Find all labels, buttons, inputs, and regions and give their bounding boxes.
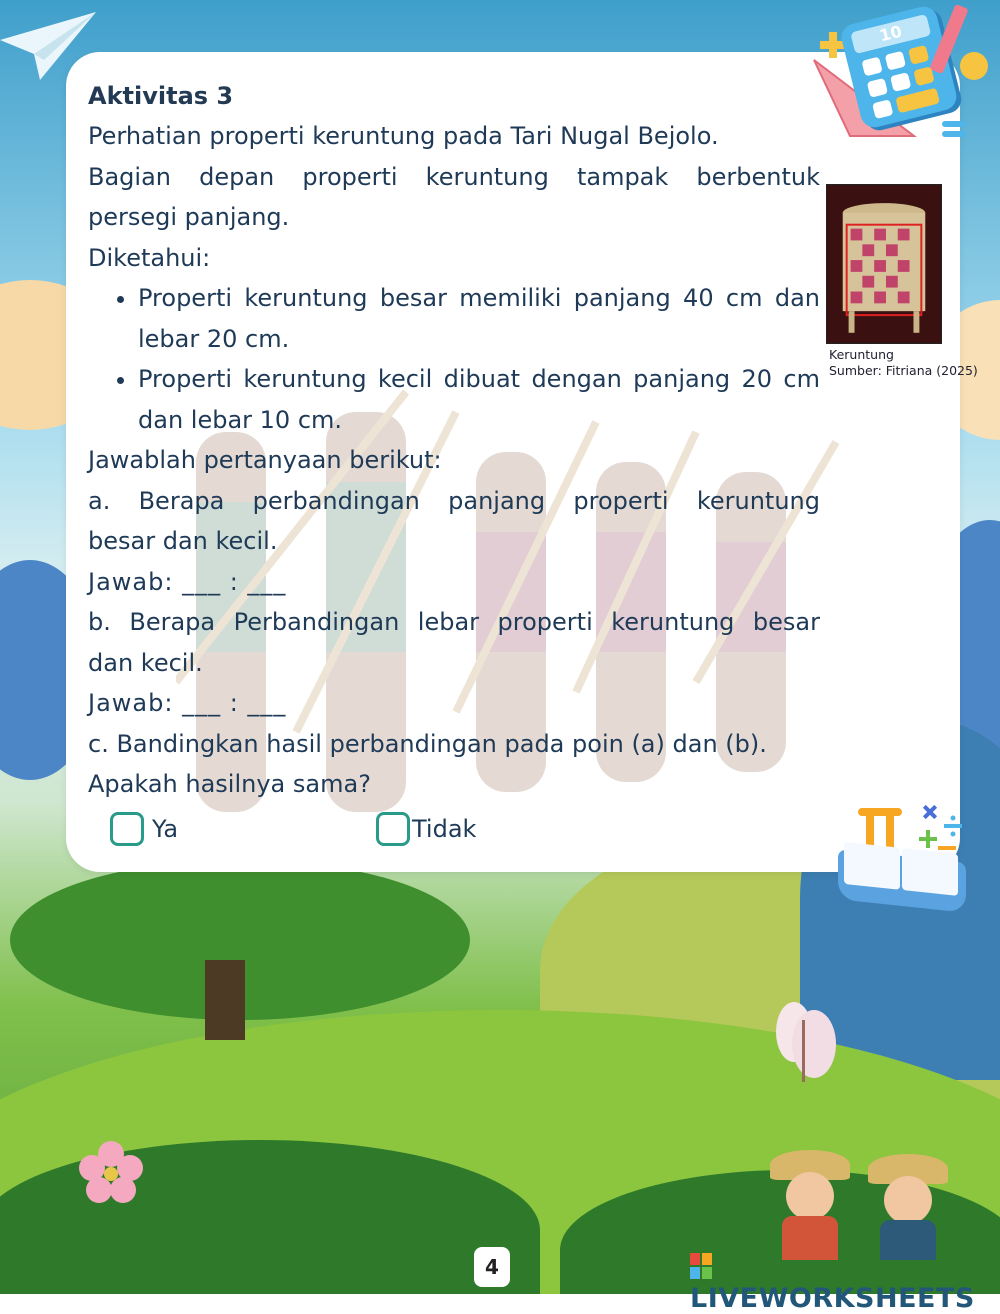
bullet-small-keruntung: • Properti keruntung kecil dibuat dengan panjang 20 cm dan lebar 10 cm. <box>138 359 820 440</box>
instruction-text: Jawablah pertanyaan berikut: <box>88 446 442 474</box>
calculator-display: 10 <box>850 14 931 54</box>
choice-no[interactable] <box>376 809 476 850</box>
choice-yes-label: Ya <box>152 814 179 843</box>
shape-text-line1: Bagian depan properti keruntung tampak berbentuk <box>88 162 820 191</box>
shape-text-line2: persegi panjang. <box>88 203 290 231</box>
bullet-large-keruntung: • Properti keruntung besar memiliki panjang 40 cm dan lebar 20 cm. <box>138 278 820 359</box>
equals-sign-icon <box>940 118 968 140</box>
number-eight-icon <box>960 52 988 80</box>
liveworksheets-watermark <box>690 1252 1000 1314</box>
butterfly-icon <box>768 1000 842 1090</box>
question-a-line2: besar dan kecil. <box>88 527 278 555</box>
question-b-line1: b. Berapa Perbandingan lebar properti keruntung besar <box>88 608 820 636</box>
checkbox-yes[interactable] <box>110 812 144 846</box>
photo-caption <box>829 347 978 379</box>
calculator-decoration <box>810 0 1000 150</box>
math-book-decoration <box>838 800 968 912</box>
activity-content <box>88 78 820 851</box>
activity-card <box>66 52 960 872</box>
choice-no-label: Tidak <box>412 814 477 843</box>
watermark-text: LIVEWORKSHEETS <box>690 1283 975 1314</box>
caption-title: Keruntung <box>829 347 894 362</box>
known-list <box>88 278 820 440</box>
activity-title: Aktivitas 3 <box>88 82 234 110</box>
keruntung-photo <box>826 184 942 344</box>
tree-trunk <box>205 960 245 1040</box>
answer-a-field[interactable]: Jawab: ___ : ___ <box>88 567 287 596</box>
question-c-line2: Apakah hasilnya sama? <box>88 770 371 798</box>
answer-choices <box>88 807 820 851</box>
caption-source: Sumber: Fitriana (2025) <box>829 363 978 378</box>
question-c-line1: c. Bandingkan hasil perbandingan pada poin (a) dan (b). <box>88 729 767 758</box>
open-book-icon <box>838 849 966 912</box>
pink-flower-icon <box>78 1140 144 1206</box>
known-label: Diketahui: <box>88 243 211 272</box>
liveworksheets-logo-icon <box>690 1253 714 1279</box>
intro-text: Perhatian properti keruntung pada Tari Nugal Bejolo. <box>88 122 719 150</box>
checkbox-no[interactable] <box>376 812 410 846</box>
question-b-line2: dan kecil. <box>88 648 203 677</box>
answer-b-field[interactable]: Jawab: ___ : ___ <box>88 689 287 717</box>
page-number: 4 <box>474 1247 510 1287</box>
pi-symbol-icon <box>858 808 902 848</box>
choice-yes[interactable] <box>110 809 178 850</box>
question-a-line1: a. Berapa perbandingan panjang properti keruntung <box>88 486 820 515</box>
children-illustration <box>760 1150 960 1260</box>
